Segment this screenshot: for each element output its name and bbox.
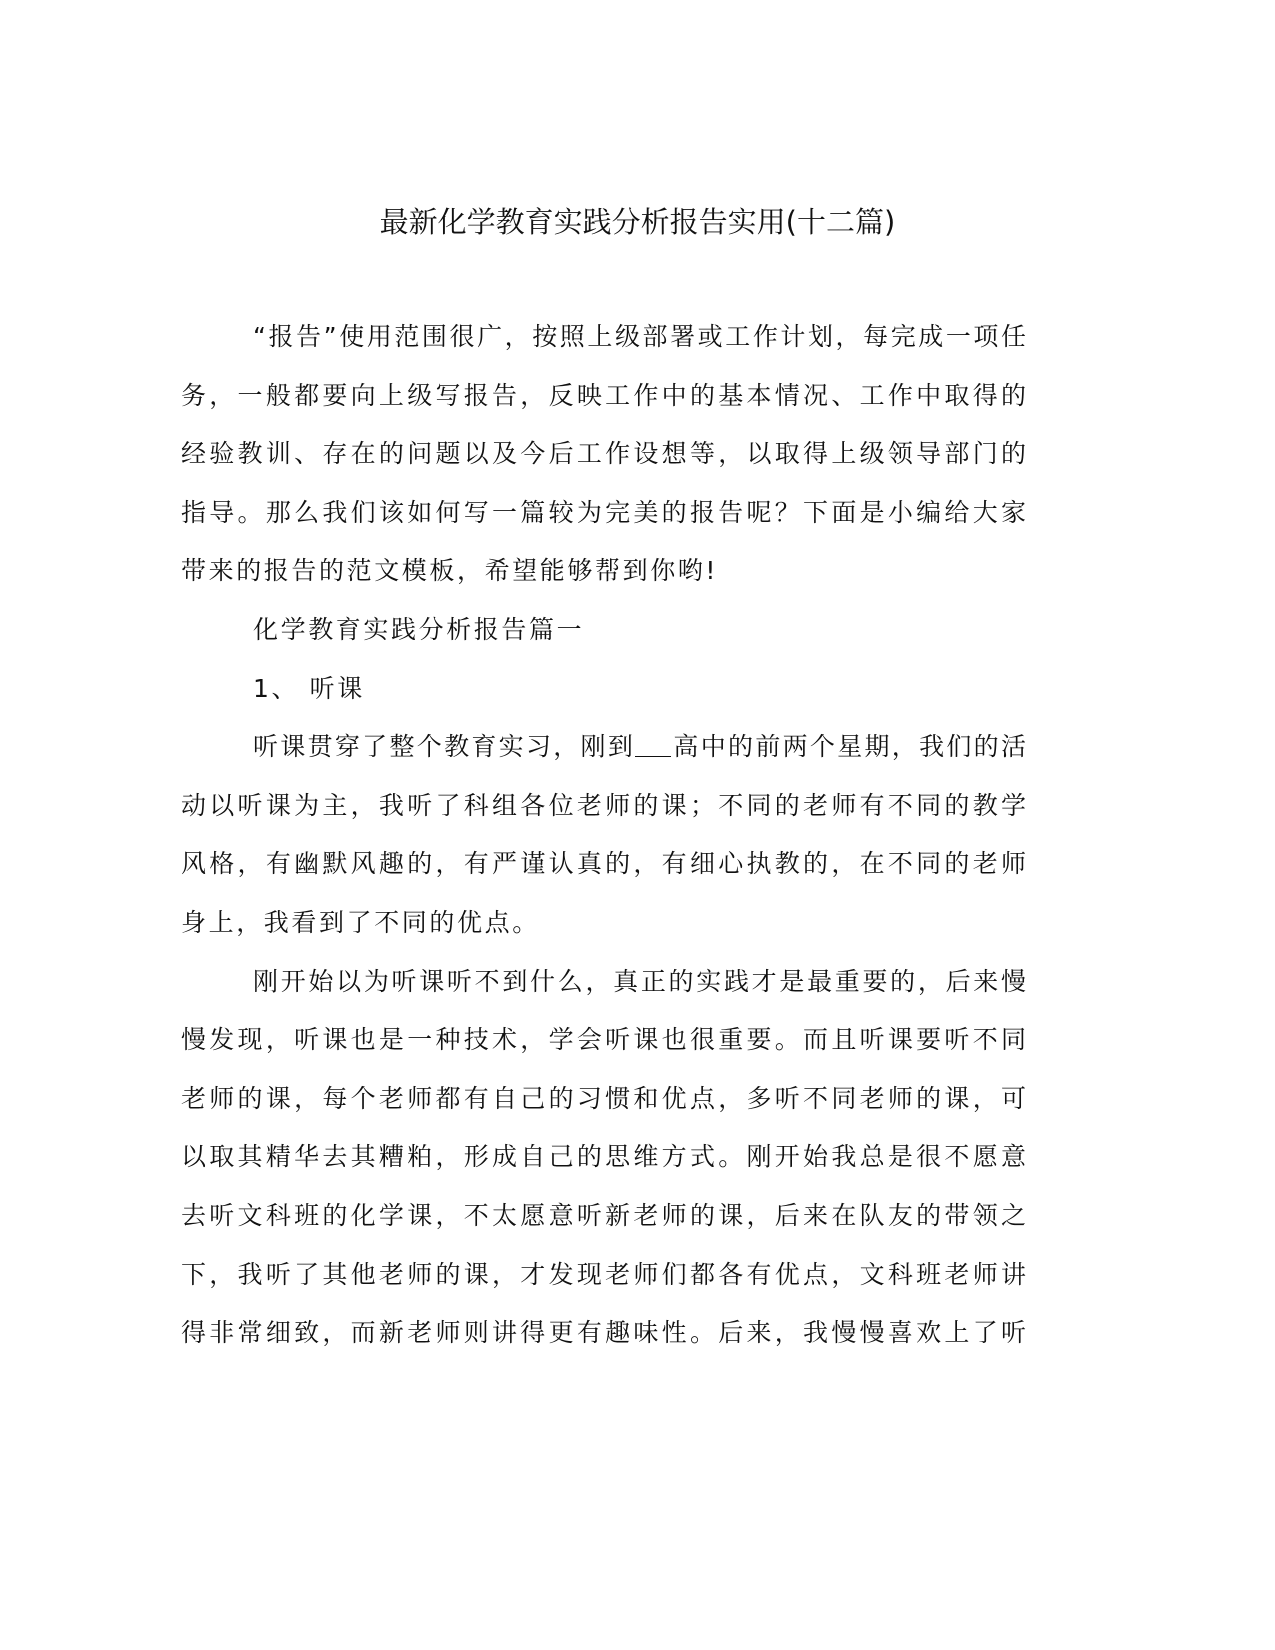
text-line: 慢发现，听课也是一种技术，学会听课也很重要。而且听课要听不同 [181,1025,1026,1055]
text-line: 动以听课为主，我听了科组各位老师的课；不同的老师有不同的教学 [181,790,1026,820]
text-line: 以取其精华去其糟粕，形成自己的思维方式。刚开始我总是很不愿意 [181,1142,1026,1172]
text-line: 经验教训、存在的问题以及今后工作设想等，以取得上级领导部门的 [181,439,1026,469]
text-line: 刚开始以为听课听不到什么，真正的实践才是最重要的，后来慢 [253,966,1026,996]
text-line: 去听文科班的化学课，不太愿意听新老师的课，后来在队友的带领之 [181,1200,1026,1230]
text-line: 老师的课，每个老师都有自己的习惯和优点，多听不同老师的课，可 [181,1083,1026,1113]
text-line: 身上，我看到了不同的优点。 [181,907,540,937]
text-line: 下，我听了其他老师的课，才发现老师们都各有优点，文科班老师讲 [181,1259,1026,1289]
text-line: 得非常细致，而新老师则讲得更有趣味性。后来，我慢慢喜欢上了听 [181,1318,1026,1348]
document-body [181,312,1026,1367]
text-line [181,722,1026,781]
document-title: 最新化学教育实践分析报告实用(十二篇) [379,205,896,239]
subheading: 1、 听课 [253,673,365,703]
blank-underline [635,734,671,757]
text-span: 听课贯穿了整个教育实习，刚到 [253,732,636,762]
text-line: “报告”使用范围很广，按照上级部署或工作计划，每完成一项任 [253,322,1026,351]
text-line: 风格，有幽默风趣的，有严谨认真的，有细心执教的，在不同的老师 [181,849,1026,879]
text-line: 带来的报告的范文模板，希望能够帮到你哟! [181,556,719,586]
text-line: 务，一般都要向上级写报告，反映工作中的基本情况、工作中取得的 [181,380,1026,410]
text-line: 指导。那么我们该如何写一篇较为完美的报告呢？下面是小编给大家 [181,497,1026,527]
text-span: 高中的前两个星期，我们的活 [671,732,1026,762]
section-heading: 化学教育实践分析报告篇一 [253,614,585,644]
